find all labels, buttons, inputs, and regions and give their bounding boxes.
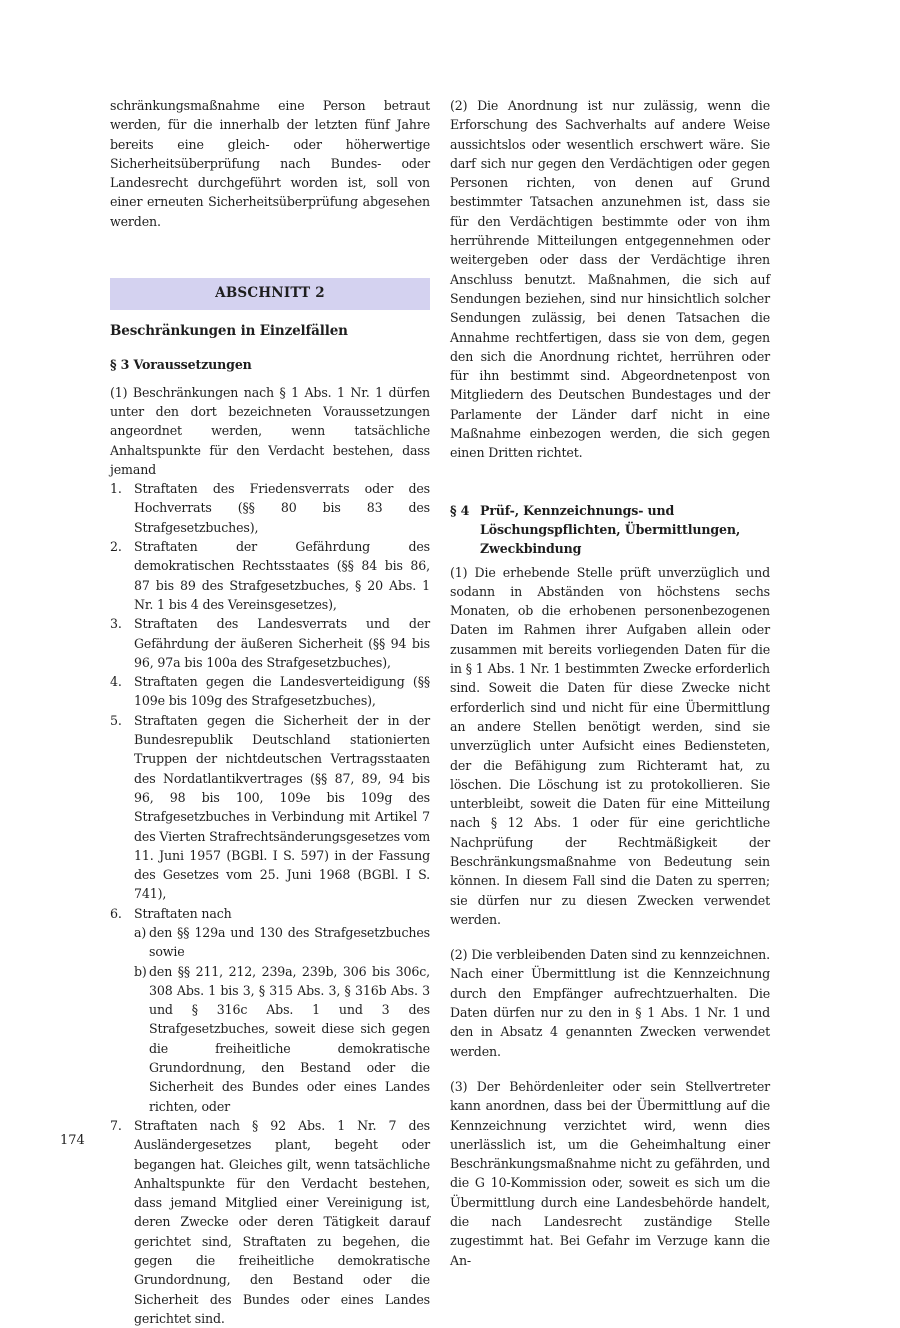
left-column xyxy=(110,96,430,1328)
section-title: Beschränkungen in Einzelfällen xyxy=(110,323,348,340)
paragraph-4-absatz-3: (3) Der Behördenleiter oder sein Stellvertreter kann anordnen, dass bei der Übermittlung auf die Kennzeichnung verzichtet wird, wenn dies unerlässlich ist, um die Geheimhaltung einer Beschränkungsmaßnahme nicht zu gefährden, und die G 10-Kommission oder, soweit es sich um die Übermittlung durch eine Landesbehörde handelt, die nach Landesrecht zuständige Stelle zugestimmt hat. Bei Gefahr im Verzuge kann die An- xyxy=(450,1078,770,1268)
page-number: 174 xyxy=(60,1133,85,1148)
offense-list xyxy=(110,479,430,1328)
section-label: ABSCHNITT 2 xyxy=(215,285,325,302)
sub-item: b) den §§ 211, 212, 239a, 239b, 306 bis 306c, 308 Abs. 1 bis 3, § 315 Abs. 3, § 316b Abs. 3 und § 316c Abs. 1 und 3 des Strafgesetzbuches, soweit diese sich gegen die freiheitliche demokratische Grundordnung, den Bestand oder die Sicherheit des Bundes oder eines Landes richten, oder xyxy=(134,963,430,1114)
list-item: 6. Straftaten nach a) den §§ 129a und 130 des Strafgesetzbuches sowie b) den §§ 211, 212, 239a, 239b, 306 bis 306c, 308 Abs. 1 bis 3, § 315 Abs. 3, § 316b Abs. 3 und § 316c Abs. 1 und 3 des Strafgesetzbuches, soweit diese sich gegen die freiheitliche demokratische Grundordnung, den Bestand oder die Sicherheit des Bundes oder eines Landes richten, oder xyxy=(110,904,430,1116)
sub-item: a) den §§ 129a und 130 des Strafgesetzbuches sowie xyxy=(134,924,430,960)
list-item: 5. Straftaten gegen die Sicherheit der in der Bundesrepublik Deutschland stationierten Truppen der nichtdeutschen Vertragsstaaten des Nordatlantikvertrages (§§ 87, 89, 94 bis 96, 98 bis 100, 109e bis 109g des Strafgesetzbuches in Verbindung mit Artikel 7 des Vierten Strafrechtsänderungsgesetzes vom 11. Juni 1957 (BGBl. I S. 597) in der Fassung des Gesetzes vom 25. Juni 1968 (BGBl. I S. 741), xyxy=(110,712,431,902)
paragraph-3-absatz-2: (2) Die Anordnung ist nur zulässig, wenn die Erforschung des Sachverhalts auf andere Weise aussichtslos oder wesentlich erschwert wäre. Sie darf sich nur gegen den Verdächtigen oder gegen Personen richten, von denen auf Grund bestimmter Tatsachen anzunehmen ist, dass sie für den Verdächtigen bestimmte oder von ihm herrührende Mitteilungen entgegennehmen oder weitergeben oder dass der Verdächtige ihren Anschluss benutzt. Maßnahmen, die sich auf Sendungen beziehen, sind nur hinsichtlich solcher Sendungen zulässig, bei denen Tatsachen die Annahme rechtfertigen, dass sie von dem, gegen den sich die Anordnung richtet, herrühren oder für ihn bestimmt sind. Abgeordnetenpost von Mitgliedern des Deutschen Bundestages und der Parlamente der Länder darf nicht in eine Maßnahme einbezogen werden, die sich gegen einen Dritten richtet. xyxy=(450,98,770,461)
paragraph-4-absatz-2: (2) Die verbleibenden Daten sind zu kennzeichnen. Nach einer Übermittlung ist die Kennzeichnung durch den Empfänger aufrechtzuerhalten. Die Daten dürfen nur zu den in § 1 Abs. 1 Nr. 1 und den in Absatz 4 genannten Zwecken verwendet werden. xyxy=(450,947,770,1059)
list-item: 2. Straftaten der Gefährdung des demokratischen Rechtsstaates (§§ 84 bis 86, 87 bis 89 des Strafgesetzbuches, § 20 Abs. 1 Nr. 1 bis 4 des Vereinsgesetzes), xyxy=(110,539,430,612)
list-item: 3. Straftaten des Landesverrats und der Gefährdung der äußeren Sicherheit (§§ 94 bis 96, 97a bis 100a des Strafgesetzbuches), xyxy=(110,616,430,670)
paragraph-3-absatz-1: (1) Beschränkungen nach § 1 Abs. 1 Nr. 1 dürfen unter den dort bezeichneten Voraussetzungen angeordnet werden, wenn tatsächliche Anhaltspunkte für den Verdacht bestehen, dass jemand xyxy=(110,384,430,477)
paragraph-4-absatz-1: (1) Die erhebende Stelle prüft unverzüglich und sodann in Abständen von höchstens sechs Monaten, ob die erhobenen personenbezogenen Daten im Rahmen ihrer Aufgaben allein oder zusammen mit bereits vorliegenden Daten für die in § 1 Abs. 1 Nr. 1 bestimmten Zwecke erforderlich sind. Soweit die Daten für diese Zwecke nicht erforderlich sind und nicht für eine Übermittlung an andere Stellen benötigt werden, sind sie unverzüglich unter Aufsicht eines Bediensteten, der die Befähigung zum Richteramt hat, zu löschen. Die Löschung ist zu protokollieren. Sie unterbleibt, soweit die Daten für eine Mitteilung nach § 12 Abs. 1 oder für eine gerichtliche Nachprüfung der Rechtmäßigkeit der Beschränkungsmaßnahme von Bedeutung sein können. In diesem Fall sind die Daten zu sperren; sie dürfen nur zu diesen Zwecken verwendet werden. xyxy=(450,564,770,927)
right-column xyxy=(450,96,770,1270)
paragraph-3-heading: § 3 Voraussetzungen xyxy=(110,357,252,373)
list-item: 7. Straftaten nach § 92 Abs. 1 Nr. 7 des Ausländergesetzes plant, begeht oder begangen hat. Gleiches gilt, wenn tatsächliche Anhaltspunkte für den Verdacht bestehen, dass jemand Mitglied einer Vereinigung ist, deren Zwecke oder deren Tätigkeit darauf gerichtet sind, Straftaten zu begehen, die gegen die freiheitliche demokratische Grundordnung, den Bestand oder die Sicherheit des Bundes oder eines Landes gerichtet sind. xyxy=(110,1117,430,1326)
section-heading-bar xyxy=(110,278,430,310)
list-item: 1. Straftaten des Friedensverrats oder des Hochverrats (§§ 80 bis 83 des Strafgesetzbuches), xyxy=(110,481,430,535)
intro-paragraph: schränkungsmaßnahme eine Person betraut werden, für die innerhalb der letzten fünf Jahre bereits eine gleich- oder höherwertige Sicherheitsüberprüfung nach Bundes- oder Landesrecht durchgeführt worden ist, soll von einer erneuten Sicherheitsüberprüfung abgesehen werden. xyxy=(110,98,430,229)
paragraph-4-heading: § 4 Prüf-, Kennzeichnungs- und Löschungspflichten, Übermittlungen, Zweckbindung xyxy=(450,502,741,557)
list-item: 4. Straftaten gegen die Landesverteidigung (§§ 109e bis 109g des Strafgesetzbuches), xyxy=(110,674,430,709)
